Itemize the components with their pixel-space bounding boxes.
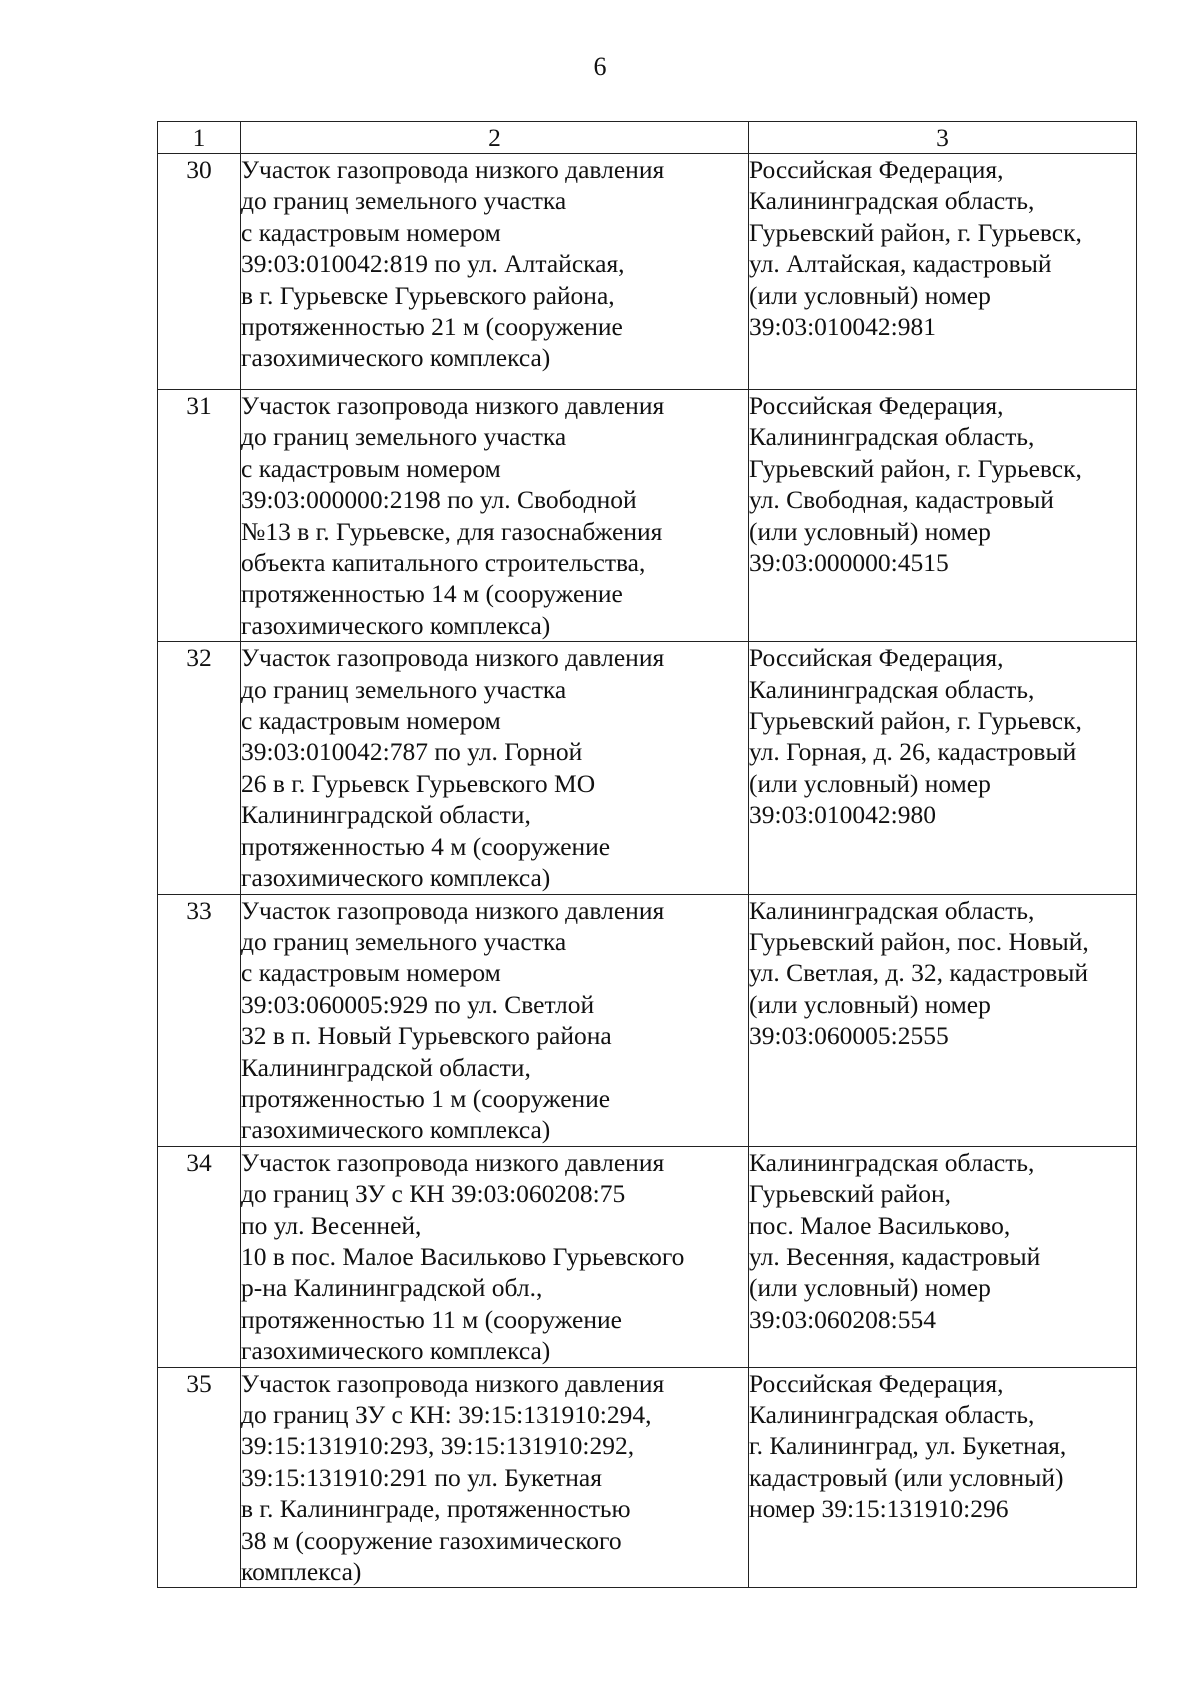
description-line: р-на Калининградской обл.,	[241, 1273, 543, 1303]
row-number: 32	[158, 642, 241, 894]
column-header-3: 3	[749, 122, 1137, 154]
column-header-2: 2	[241, 122, 749, 154]
address-line: (или условный) номер	[749, 1273, 991, 1303]
description-line: в г. Гурьевске Гурьевского района,	[241, 280, 615, 310]
address-line: Калининградская область,	[749, 1400, 1035, 1429]
address-line: Калининградская область,	[749, 1147, 1035, 1177]
row-number: 33	[158, 894, 241, 1146]
description-line: Участок газопровода низкого давления	[241, 155, 665, 184]
address-line: Российская Федерация,	[749, 1368, 1004, 1398]
object-description-cell	[241, 642, 749, 894]
address-line: Гурьевский район,	[749, 1179, 951, 1209]
table-body	[158, 154, 1137, 1588]
address-line: (или условный) номер	[749, 280, 991, 310]
description-line: 39:15:131910:293, 39:15:131910:292,	[241, 1431, 635, 1461]
description-line: протяженностью 21 м (сооружение	[241, 312, 623, 342]
description-line: Участок газопровода низкого давления	[241, 1368, 665, 1398]
address-line: Гурьевский район, пос. Новый,	[749, 926, 1089, 956]
address-line: Гурьевский район, г. Гурьевск,	[749, 706, 1082, 736]
description-line: с кадастровым номером	[241, 706, 501, 736]
address-line: (или условный) номер	[749, 989, 991, 1019]
object-address-cell	[749, 894, 1137, 1146]
description-line: газохимического комплекса)	[241, 1336, 551, 1366]
description-line: Участок газопровода низкого давления	[241, 895, 665, 925]
address-line: 39:03:000000:4515	[749, 548, 949, 578]
address-line: Калининградская область,	[749, 674, 1035, 704]
row-number: 31	[158, 390, 241, 642]
object-description-cell	[241, 154, 749, 390]
description-line: с кадастровым номером	[241, 217, 501, 247]
address-line: ул. Светлая, д. 32, кадастровый	[749, 958, 1089, 988]
description-line: 10 в пос. Малое Васильково Гурьевского	[241, 1241, 685, 1271]
address-line: Калининградская область,	[749, 186, 1035, 216]
object-description-cell	[241, 894, 749, 1146]
description-line: 39:03:000000:2198 по ул. Свободной	[241, 485, 637, 515]
description-line: газохимического комплекса)	[241, 1115, 551, 1145]
description-line: 39:03:060005:929 по ул. Светлой	[241, 989, 595, 1019]
address-line: Российская Федерация,	[749, 391, 1004, 420]
description-line: объекта капитального строительства,	[241, 548, 646, 578]
address-line: 39:03:060005:2555	[749, 1021, 949, 1051]
object-address-cell	[749, 1146, 1137, 1367]
table-header-row	[158, 122, 1137, 154]
object-description-cell	[241, 1367, 749, 1588]
description-line: Калининградской области,	[241, 800, 531, 830]
address-line: г. Калининград, ул. Букетная,	[749, 1431, 1067, 1461]
address-line: Гурьевский район, г. Гурьевск,	[749, 217, 1082, 247]
table-row	[158, 154, 1137, 390]
address-line: Российская Федерация,	[749, 643, 1004, 673]
table-row	[158, 894, 1137, 1146]
address-line: Калининградская область,	[749, 895, 1035, 925]
description-line: протяженностью 11 м (сооружение	[241, 1304, 622, 1334]
address-line: 39:03:010042:981	[749, 312, 937, 342]
object-address-cell	[749, 390, 1137, 642]
description-line: Участок газопровода низкого давления	[241, 643, 665, 673]
description-line: до границ земельного участка	[241, 186, 567, 216]
description-line: 26 в г. Гурьевск Гурьевского МО	[241, 768, 596, 798]
address-line: ул. Алтайская, кадастровый	[749, 249, 1052, 279]
description-line: 39:03:010042:819 по ул. Алтайская,	[241, 249, 625, 279]
description-line: 39:15:131910:291 по ул. Букетная	[241, 1462, 602, 1492]
address-line: 39:03:060208:554	[749, 1304, 937, 1334]
description-line: Участок газопровода низкого давления	[241, 1147, 665, 1177]
row-number: 35	[158, 1367, 241, 1588]
object-description-cell	[241, 390, 749, 642]
address-line: ул. Весенняя, кадастровый	[749, 1241, 1041, 1271]
object-description-cell	[241, 1146, 749, 1367]
object-address-cell	[749, 1367, 1137, 1588]
description-line: протяженностью 14 м (сооружение	[241, 579, 623, 609]
table-row	[158, 1146, 1137, 1367]
address-line: ул. Горная, д. 26, кадастровый	[749, 737, 1077, 767]
description-line: до границ земельного участка	[241, 422, 567, 452]
table-row	[158, 1367, 1137, 1588]
address-line: Российская Федерация,	[749, 155, 1004, 184]
address-line: пос. Малое Васильково,	[749, 1210, 1011, 1240]
description-line: в г. Калининграде, протяженностью	[241, 1494, 631, 1524]
address-line: ул. Свободная, кадастровый	[749, 485, 1054, 515]
description-line: до границ ЗУ с КН 39:03:060208:75	[241, 1179, 626, 1209]
table-row	[158, 642, 1137, 894]
row-number: 34	[158, 1146, 241, 1367]
description-line: Участок газопровода низкого давления	[241, 391, 665, 420]
description-line: газохимического комплекса)	[241, 343, 551, 373]
address-line: кадастровый (или условный)	[749, 1462, 1064, 1492]
description-line: газохимического комплекса)	[241, 610, 551, 640]
description-line: с кадастровым номером	[241, 958, 501, 988]
address-line: номер 39:15:131910:296	[749, 1494, 1009, 1524]
address-line: 39:03:010042:980	[749, 800, 937, 830]
address-line: (или условный) номер	[749, 768, 991, 798]
description-line: Калининградской области,	[241, 1052, 531, 1082]
object-address-cell	[749, 154, 1137, 390]
description-line: газохимического комплекса)	[241, 863, 551, 893]
description-line: 38 м (сооружение газохимического	[241, 1525, 622, 1555]
description-line: комплекса)	[241, 1557, 362, 1587]
column-header-1: 1	[158, 122, 241, 154]
address-line: Гурьевский район, г. Гурьевск,	[749, 453, 1082, 483]
description-line: до границ земельного участка	[241, 674, 567, 704]
description-line: 32 в п. Новый Гурьевского района	[241, 1021, 612, 1051]
description-line: до границ ЗУ с КН: 39:15:131910:294,	[241, 1400, 652, 1429]
row-number: 30	[158, 154, 241, 390]
description-line: до границ земельного участка	[241, 926, 567, 956]
description-line: протяженностью 4 м (сооружение	[241, 831, 611, 861]
object-address-cell	[749, 642, 1137, 894]
description-line: протяженностью 1 м (сооружение	[241, 1083, 611, 1113]
description-line: по ул. Весенней,	[241, 1210, 422, 1240]
table-row	[158, 390, 1137, 642]
page-number: 6	[593, 52, 607, 81]
description-line: 39:03:010042:787 по ул. Горной	[241, 737, 583, 767]
address-line: (или условный) номер	[749, 516, 991, 546]
description-line: с кадастровым номером	[241, 453, 501, 483]
objects-table	[157, 121, 1137, 1588]
description-line: №13 в г. Гурьевске, для газоснабжения	[241, 516, 663, 546]
address-line: Калининградская область,	[749, 422, 1035, 452]
